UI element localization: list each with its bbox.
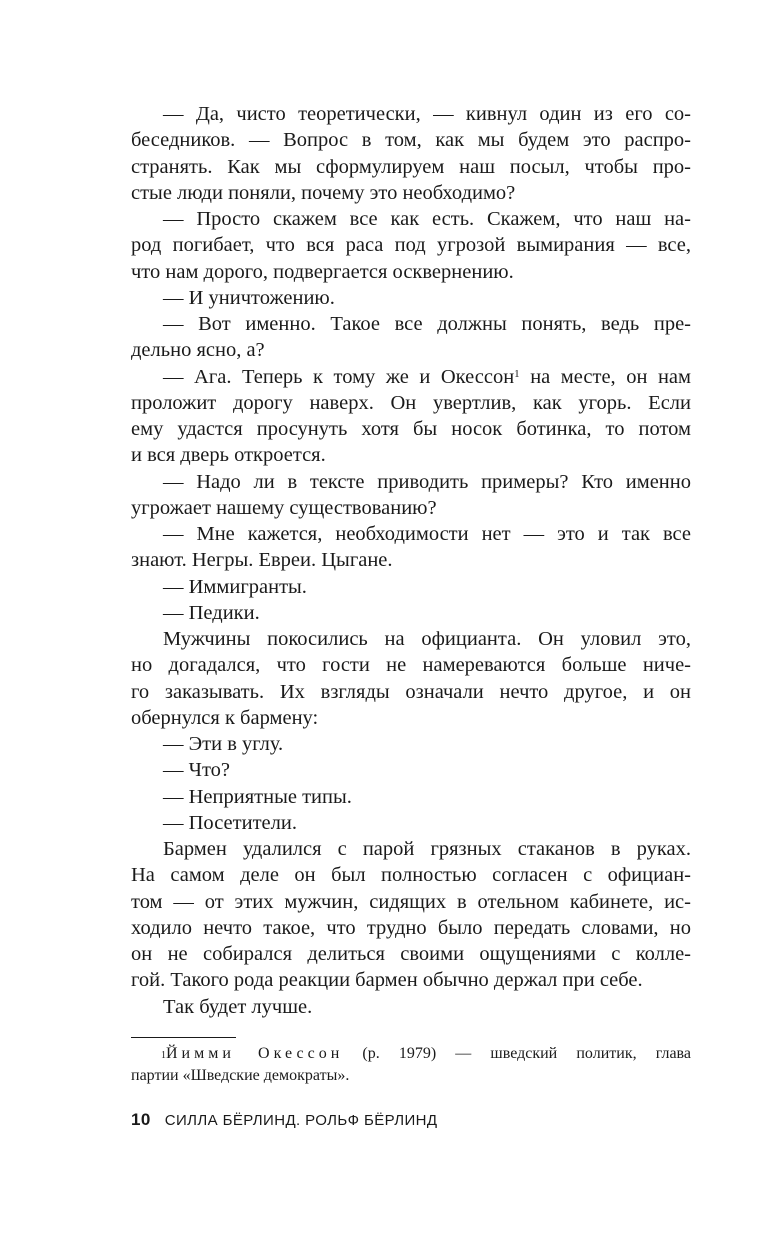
line-text: — Ага. Теперь к тому же и Окессон	[163, 365, 515, 388]
text-line	[131, 364, 691, 390]
line-text: — Что?	[163, 759, 230, 782]
line-text: — Просто скажем все как есть. Скажем, что наш на-	[163, 208, 691, 230]
line-text: — Вот именно. Такое все должны понять, ведь пре-	[163, 313, 691, 335]
page-number: 10	[131, 1110, 151, 1129]
line-text: — Неприятные типы.	[163, 785, 352, 808]
line-text: угрожает нашему существованию?	[131, 496, 437, 519]
text-line	[131, 259, 691, 285]
text-line	[131, 679, 691, 705]
text-line	[131, 967, 691, 993]
text-line	[131, 311, 691, 337]
line-text: том — от этих мужчин, сидящих в отельном кабинете, ис-	[131, 890, 691, 913]
text-line	[131, 442, 691, 468]
footnote-marker: 1	[161, 1050, 166, 1061]
line-text: — Посетители.	[163, 811, 297, 834]
line-text: На самом деле он был полностью согласен с официан-	[131, 864, 691, 887]
text-line	[131, 757, 691, 783]
text-line	[131, 285, 691, 311]
text-line	[131, 337, 691, 363]
footnotes	[131, 1043, 691, 1087]
text-line	[131, 495, 691, 521]
footnote-reference: 1	[514, 367, 520, 380]
footnote-name: Йимми Окессон	[166, 1045, 344, 1062]
line-text: и вся дверь откроется.	[131, 444, 326, 467]
text-line	[131, 469, 691, 495]
text-line	[131, 547, 691, 573]
line-text: Мужчины покосились на официанта. Он уловил это,	[163, 628, 691, 650]
text-line	[131, 390, 691, 416]
line-text: обернулся к бармену:	[131, 706, 319, 729]
line-text: ему удастся просунуть хотя бы носок ботинка, то потом	[131, 418, 691, 440]
line-text: он не собирался делиться своими ощущениями с колле-	[131, 943, 691, 965]
line-text: род погибает, что вся раса под угрозой вымирания — все,	[131, 234, 691, 257]
line-text: — И уничтожению.	[163, 286, 335, 309]
line-text: — Мне кажется, необходимости нет — это и так все	[163, 523, 691, 545]
text-line	[131, 154, 691, 180]
line-text: Бармен удалился с парой грязных стаканов в руках.	[163, 838, 691, 860]
line-text: — Педики.	[163, 601, 260, 624]
text-line	[131, 652, 691, 678]
line-text: — Надо ли в тексте приводить примеры? Кто именно	[163, 470, 691, 493]
text-line	[131, 127, 691, 153]
text-line	[131, 101, 691, 127]
footnote-line-1	[131, 1043, 691, 1065]
line-text: Так будет лучше.	[163, 995, 313, 1018]
text-line	[131, 232, 691, 258]
line-text: — Эти в углу.	[163, 733, 284, 755]
line-text: го заказывать. Их взгляды означали нечто другое, и он	[131, 680, 691, 703]
line-text-continued: на месте, он нам	[519, 365, 692, 388]
text-line	[131, 915, 691, 941]
text-line	[131, 941, 691, 967]
running-title: СИЛЛА БЁРЛИНД. РОЛЬФ БЁРЛИНД	[164, 1112, 438, 1129]
text-line	[131, 521, 691, 547]
text-line	[131, 810, 691, 836]
footnote-text: (р. 1979) — шведский политик, глава	[343, 1045, 692, 1062]
line-text: беседников. — Вопрос в том, как мы будем это распро-	[131, 129, 691, 152]
footnote-divider	[131, 1037, 236, 1038]
line-text: ходило нечто такое, что трудно было передать словами, но	[131, 916, 691, 939]
body-text	[131, 101, 691, 1020]
line-text: — Да, чисто теоретически, — кивнул один из его со-	[163, 103, 691, 125]
text-line	[131, 600, 691, 626]
line-text: гой. Такого рода реакции бармен обычно держал при себе.	[131, 969, 643, 992]
line-text: проложит дорогу наверх. Он увертлив, как угорь. Если	[131, 391, 691, 414]
text-line	[131, 731, 691, 757]
text-line	[131, 626, 691, 652]
line-text: но догадался, что гости не намереваются больше ниче-	[131, 654, 691, 677]
text-line	[131, 836, 691, 862]
line-text: что нам дорого, подвергается осквернению.	[131, 260, 514, 283]
text-line	[131, 862, 691, 888]
text-line	[131, 889, 691, 915]
text-line	[131, 206, 691, 232]
line-text: знают. Негры. Евреи. Цыгане.	[131, 549, 393, 572]
line-text: дельно ясно, а?	[131, 339, 265, 362]
text-line	[131, 416, 691, 442]
text-line	[131, 994, 691, 1020]
running-footer	[131, 1108, 437, 1132]
text-line	[131, 574, 691, 600]
footnote-line-2: партии «Шведские демократы».	[131, 1067, 350, 1084]
text-line	[131, 705, 691, 731]
line-text: стые люди поняли, почему это необходимо?	[131, 181, 516, 204]
text-line	[131, 180, 691, 206]
line-text: странять. Как мы сформулируем наш посыл, чтобы про-	[131, 155, 691, 178]
text-line	[131, 784, 691, 810]
line-text: — Иммигранты.	[163, 575, 307, 598]
